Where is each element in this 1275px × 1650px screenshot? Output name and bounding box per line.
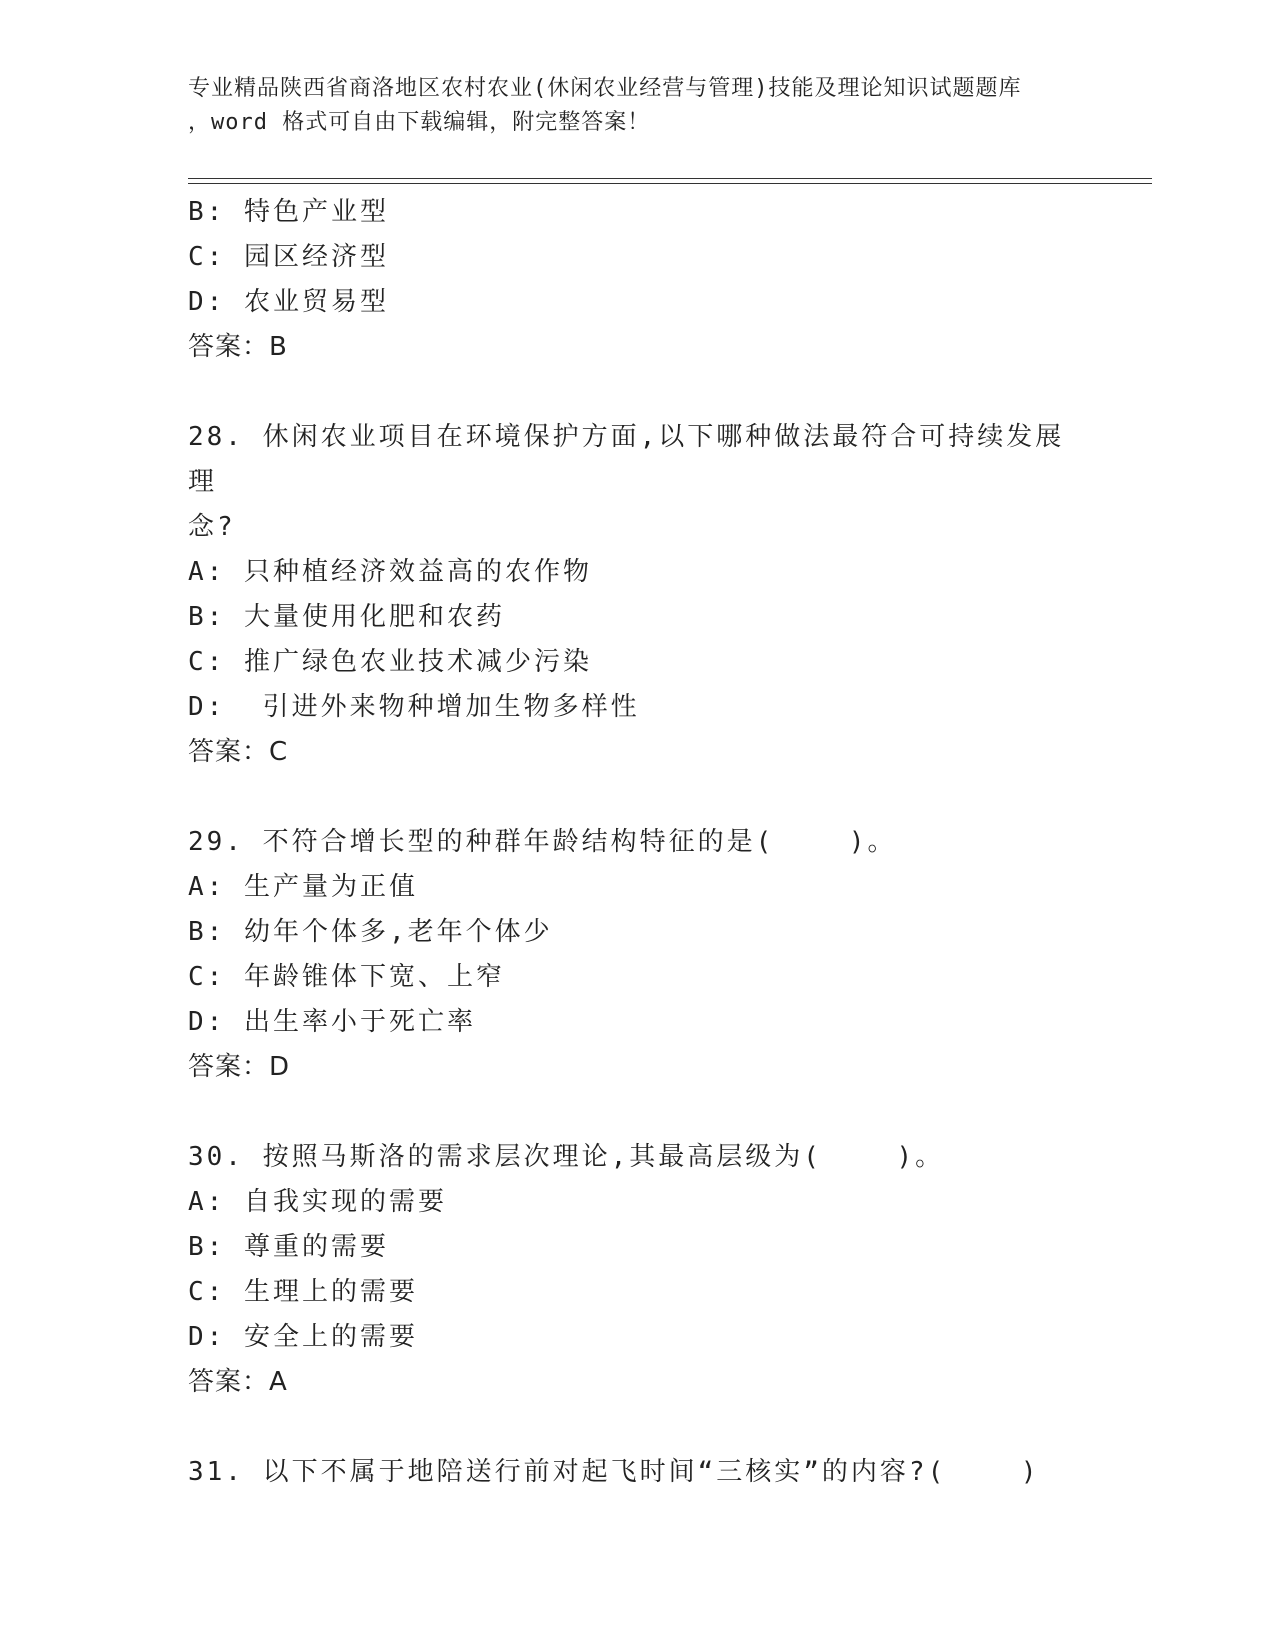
- header-title-line: 专业精品陕西省商洛地区农村农业(休闲农业经营与管理)技能及理论知识试题题库: [188, 76, 1022, 101]
- option-d: D: 出生率小于死亡率: [188, 1007, 476, 1037]
- answer: 答案：A: [188, 1367, 288, 1397]
- option-b: B: 特色产业型: [188, 197, 389, 227]
- question-text-continued: 念?: [188, 512, 236, 542]
- option-c: C: 年龄锥体下宽、上窄: [188, 962, 505, 992]
- option-b: B: 大量使用化肥和农药: [188, 602, 505, 632]
- question-text: 29. 不符合增长型的种群年龄结构特征的是( )。: [188, 827, 897, 857]
- answer: 答案：D: [188, 1052, 291, 1082]
- header-subtitle-line: ，word 格式可自由下载编辑，附完整答案！: [188, 110, 651, 135]
- question-block-31: [188, 1450, 1088, 1495]
- option-c: C: 生理上的需要: [188, 1277, 418, 1307]
- answer: 答案：C: [188, 737, 289, 767]
- option-a: A: 生产量为正值: [188, 872, 418, 902]
- option-d: D: 农业贸易型: [188, 287, 389, 317]
- header-rule-bottom: [188, 183, 1152, 184]
- option-c: C: 推广绿色农业技术减少污染: [188, 647, 592, 677]
- spacer: [188, 775, 1088, 820]
- option-b: B: 幼年个体多,老年个体少: [188, 917, 553, 947]
- question-block-28: [188, 415, 1088, 775]
- question-text: 28. 休闲农业项目在环境保护方面,以下哪种做法最符合可持续发展理: [188, 422, 1065, 497]
- option-c: C: 园区经济型: [188, 242, 389, 272]
- spacer: [188, 370, 1088, 415]
- question-text: 31. 以下不属于地陪送行前对起飞时间“三核实”的内容?( ): [188, 1457, 1040, 1487]
- option-a: A: 只种植经济效益高的农作物: [188, 557, 592, 587]
- option-d: D: 引进外来物种增加生物多样性: [188, 692, 640, 722]
- option-d: D: 安全上的需要: [188, 1322, 418, 1352]
- option-b: B: 尊重的需要: [188, 1232, 389, 1262]
- header-rule-top: [188, 178, 1152, 179]
- option-a: A: 自我实现的需要: [188, 1187, 447, 1217]
- answer: 答案：B: [188, 332, 288, 362]
- question-block-27: [188, 190, 1088, 370]
- question-text: 30. 按照马斯洛的需求层次理论,其最高层级为( )。: [188, 1142, 945, 1172]
- spacer: [188, 1090, 1088, 1135]
- question-block-30: [188, 1135, 1088, 1405]
- question-list: [188, 190, 1088, 1495]
- question-block-29: [188, 820, 1088, 1090]
- spacer: [188, 1405, 1088, 1450]
- document-header: [188, 72, 1148, 140]
